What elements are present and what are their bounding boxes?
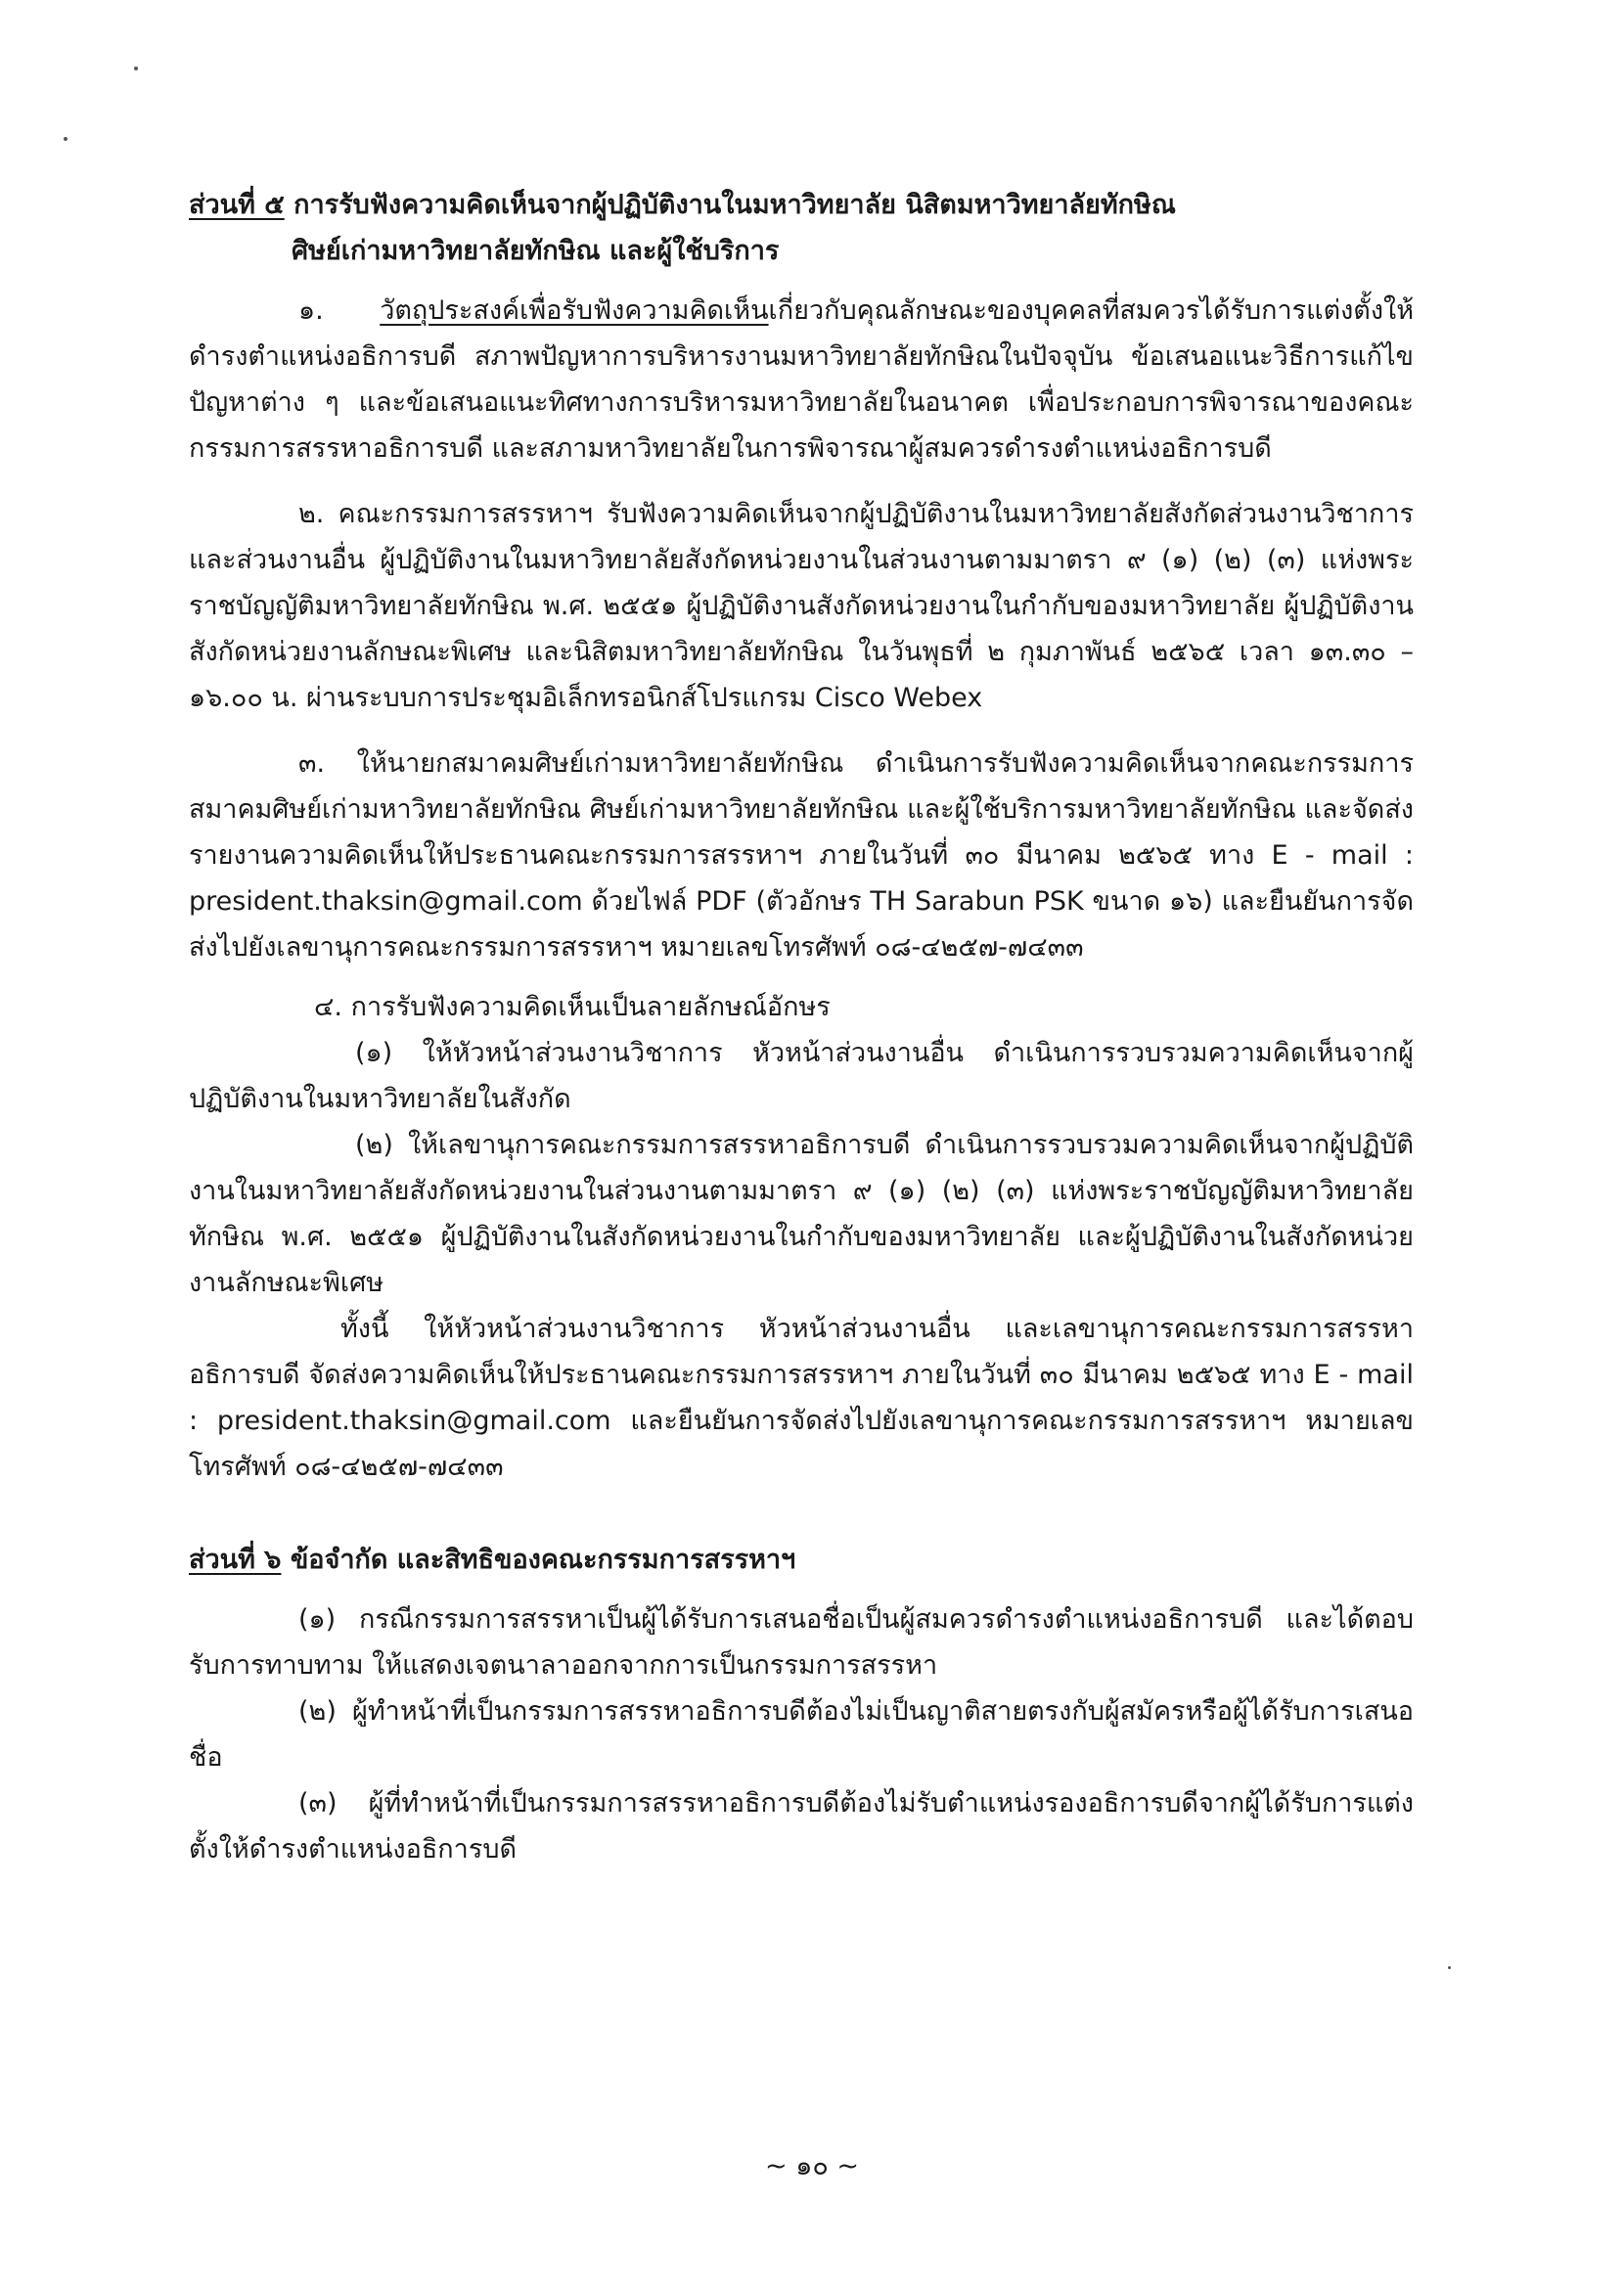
scan-speck bbox=[64, 137, 68, 141]
section-5-item-4-sub-1: (๑) ให้หัวหน้าส่วนงานวิชาการ หัวหน้าส่วนงานอื่น ดำเนินการรวบรวมความคิดเห็นจากผู้ปฏิบัติงานในมหาวิทยาลัยในสังกัด bbox=[189, 1038, 1414, 1114]
page-number: ~ ๑๐ ~ bbox=[764, 2151, 860, 2181]
section-6-label: ส่วนที่ ๖ bbox=[189, 1545, 282, 1575]
section-5-item-4-sub-2: (๒) ให้เลขานุการคณะกรรมการสรรหาอธิการบดี ดำเนินการรวบรวมความคิดเห็นจากผู้ปฏิบัติงานในมหาวิทยาลัยสังกัดหน่วยงานในส่วนงานตามมาตรา ๙ (๑) (๒) (๓) แห่งพระราชบัญญัติมหาวิทยาลัยทักษิณ พ.ศ. ๒๕๕๑ ผู้ปฏิบัติงานในสังกัดหน่วยงานในกำกับของมหาวิทยาลัย และผู้ปฏิบัติงานในสังกัดหน่วยงานลักษณะพิเศษ bbox=[189, 1130, 1414, 1298]
section-5-item-2: ๒. คณะกรรมการสรรหาฯ รับฟังความคิดเห็นจากผู้ปฏิบัติงานในมหาวิทยาลัยสังกัดส่วนงานวิชาการและส่วนงานอื่น ผู้ปฏิบัติงานในมหาวิทยาลัยสังกัดหน่วยงานในส่วนงานตามมาตรา ๙ (๑) (๒) (๓) แห่งพระราชบัญญัติมหาวิทยาลัยทักษิณ พ.ศ. ๒๕๕๑ ผู้ปฏิบัติงานสังกัดหน่วยงานในกำกับของมหาวิทยาลัย ผู้ปฏิบัติงานสังกัดหน่วยงานลักษณะพิเศษ และนิสิตมหาวิทยาลัยทักษิณ ในวันพุธที่ ๒ กุมภาพันธ์ ๒๕๖๕ เวลา ๑๓.๓๐ – ๑๖.๐๐ น. ผ่านระบบการประชุมอิเล็กทรอนิกส์โปรแกรม Cisco Webex bbox=[189, 499, 1414, 713]
scan-speck bbox=[134, 67, 138, 70]
section-6-title: ข้อจำกัด และสิทธิของคณะกรรมการสรรหาฯ bbox=[290, 1545, 796, 1575]
section-5-item-4-heading: ๔. การรับฟังความคิดเห็นเป็นลายลักษณ์อักษร bbox=[314, 992, 831, 1022]
item-1-text: เกี่ยวกับคุณลักษณะของบุคคลที่สมควรได้รับการแต่งตั้งให้ดำรงตำแหน่งอธิการบดี สภาพปัญหาการบริหารงานมหาวิทยาลัยทักษิณในปัจจุบัน ข้อเสนอแนะวิธีการแก้ไขปัญหาต่าง ๆ และข้อเสนอแนะทิศทางการบริหารมหาวิทยาลัยในอนาคต เพื่อประกอบการพิจารณาของคณะกรรมการสรรหาอธิการบดี และสภามหาวิทยาลัยในการพิจารณาผู้สมควรดำรงตำแหน่งอธิการบดี bbox=[189, 295, 1414, 464]
item-1-objective-label: วัตถุประสงค์เพื่อรับฟังความคิดเห็น bbox=[380, 295, 769, 326]
section-6-heading bbox=[189, 1537, 1414, 1583]
section-5-item-3: ๓. ให้นายกสมาคมศิษย์เก่ามหาวิทยาลัยทักษิณ ดำเนินการรับฟังความคิดเห็นจากคณะกรรมการสมาคมศิษย์เก่ามหาวิทยาลัยทักษิณ ศิษย์เก่ามหาวิทยาลัยทักษิณ และผู้ใช้บริการมหาวิทยาลัยทักษิณ และจัดส่งรายงานความคิดเห็นให้ประธานคณะกรรมการสรรหาฯ ภายในวันที่ ๓๐ มีนาคม ๒๕๖๕ ทาง E - mail : president.thaksin@gmail.com ด้วยไฟล์ PDF (ตัวอักษร TH Sarabun PSK ขนาด ๑๖) และยืนยันการจัดส่งไปยังเลขานุการคณะกรรมการสรรหาฯ หมายเลขโทรศัพท์ ๐๘-๔๒๕๗-๗๔๓๓ bbox=[189, 748, 1414, 963]
section-5-item-1 bbox=[189, 288, 1414, 472]
section-5-title-line1: การรับฟังความคิดเห็นจากผู้ปฏิบัติงานในมหาวิทยาลัย นิสิตมหาวิทยาลัยทักษิณ bbox=[293, 190, 1176, 220]
section-6-item-2: (๒) ผู้ทำหน้าที่เป็นกรรมการสรรหาอธิการบดีต้องไม่เป็นญาติสายตรงกับผู้สมัครหรือผู้ได้รับการเสนอชื่อ bbox=[189, 1696, 1414, 1773]
scan-speck bbox=[1448, 1966, 1451, 1969]
item-1-number: ๑. bbox=[298, 295, 324, 326]
section-6-item-3: (๓) ผู้ที่ทำหน้าที่เป็นกรรมการสรรหาอธิการบดีต้องไม่รับตำแหน่งรองอธิการบดีจากผู้ได้รับการแต่งตั้งให้ดำรงตำแหน่งอธิการบดี bbox=[189, 1788, 1414, 1864]
section-5-item-4-note: ทั้งนี้ ให้หัวหน้าส่วนงานวิชาการ หัวหน้าส่วนงานอื่น และเลขานุการคณะกรรมการสรรหาอธิการบดี จัดส่งความคิดเห็นให้ประธานคณะกรรมการสรรหาฯ ภายในวันที่ ๓๐ มีนาคม ๒๕๖๕ ทาง E - mail : president.thaksin@gmail.com และยืนยันการจัดส่งไปยังเลขานุการคณะกรรมการสรรหาฯ หมายเลขโทรศัพท์ ๐๘-๔๒๕๗-๗๔๓๓ bbox=[189, 1314, 1414, 1482]
section-5-title-line2: ศิษย์เก่ามหาวิทยาลัยทักษิณ และผู้ใช้บริการ bbox=[292, 236, 780, 266]
document-body bbox=[189, 182, 1414, 1872]
section-5-label: ส่วนที่ ๕ bbox=[189, 190, 285, 220]
section-5-heading bbox=[189, 182, 1414, 274]
section-6-item-1: (๑) กรณีกรรมการสรรหาเป็นผู้ได้รับการเสนอชื่อเป็นผู้สมควรดำรงตำแหน่งอธิการบดี และได้ตอบรับการทาบทาม ให้แสดงเจตนาลาออกจากการเป็นกรรมการสรรหา bbox=[189, 1604, 1414, 1681]
